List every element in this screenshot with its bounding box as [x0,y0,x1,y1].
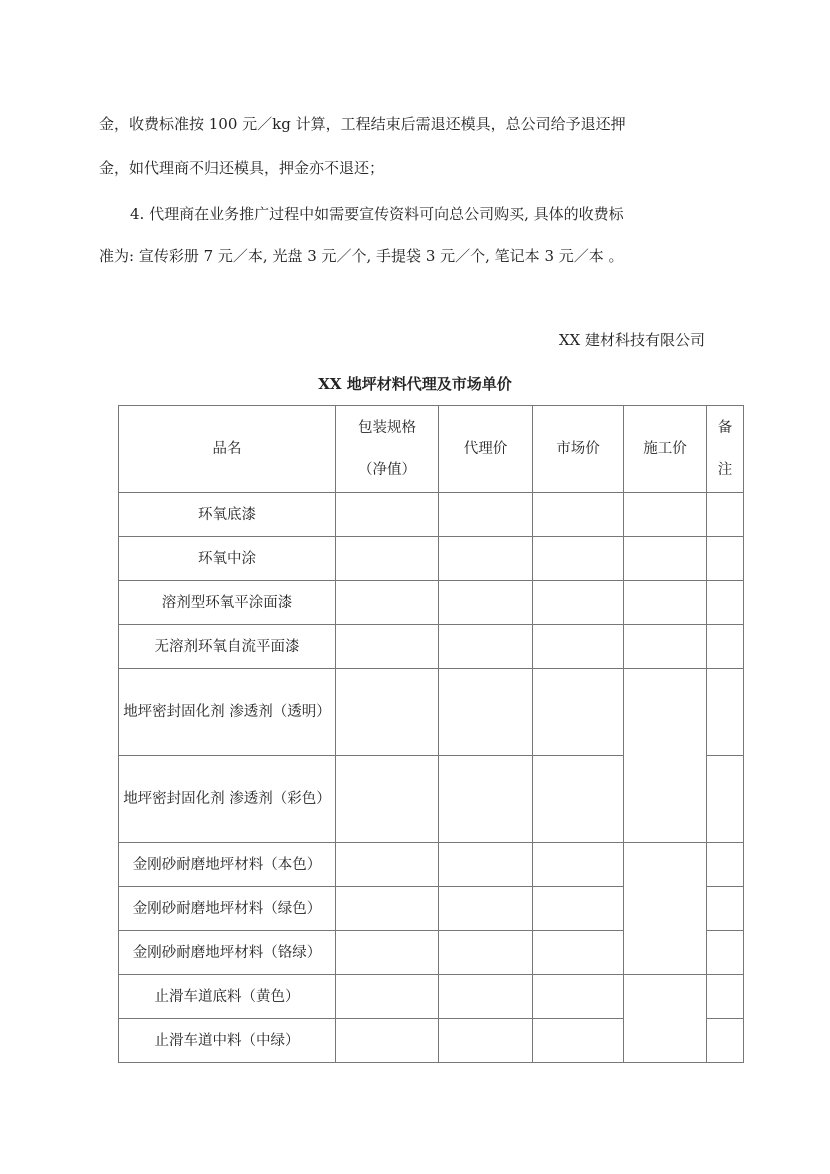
product-name: 地坪密封固化剂 渗透剂（透明） [119,669,336,756]
header-agent-price: 代理价 [439,406,533,493]
header-market-price: 市场价 [533,406,624,493]
table-row [119,843,744,887]
cell [336,887,439,931]
cell [336,581,439,625]
header-remark-line2: 注 [717,462,733,478]
cell [439,1019,533,1063]
cell [439,581,533,625]
cell [707,669,744,756]
cell [707,887,744,931]
cell [533,756,624,843]
cell [439,669,533,756]
table-title: XX 地坪材料代理及市场单价 [318,375,512,393]
product-name: 金刚砂耐磨地坪材料（本色） [119,843,336,887]
cell [533,975,624,1019]
cell [439,975,533,1019]
cell [336,1019,439,1063]
table-row [119,581,744,625]
table-row [119,537,744,581]
cell [533,843,624,887]
company-signature: XX 建材科技有限公司 [558,331,705,349]
table-row [119,625,744,669]
body-paragraph-line: 4. 代理商在业务推广过程中如需要宣传资料可向总公司购买, 具体的收费标 [130,205,624,223]
table-row [119,493,744,537]
body-paragraph-line: 金，收费标准按 100 元／kg 计算，工程结束后需退还模具，总公司给予退还押 [99,115,626,133]
product-name: 无溶剂环氧自流平面漆 [119,625,336,669]
cell [336,493,439,537]
cell [336,931,439,975]
table-row [119,669,744,756]
cell [336,843,439,887]
header-package-line2: （净值） [358,462,416,478]
cell [439,756,533,843]
cell [707,537,744,581]
cell [533,537,624,581]
product-name: 止滑车道底料（黄色） [119,975,336,1019]
cell [533,493,624,537]
merged-construction-price-cell [624,975,707,1063]
cell [707,493,744,537]
product-name: 环氧中涂 [119,537,336,581]
header-remark [707,406,744,493]
header-construction-price: 施工价 [624,406,707,493]
product-name: 环氧底漆 [119,493,336,537]
cell [439,537,533,581]
body-paragraph-line: 金，如代理商不归还模具，押金亦不退还； [99,159,385,177]
cell [707,625,744,669]
product-name: 地坪密封固化剂 渗透剂（彩色） [119,756,336,843]
cell [707,843,744,887]
product-name: 止滑车道中料（中绿） [119,1019,336,1063]
merged-construction-price-cell [624,843,707,975]
header-name: 品名 [119,406,336,493]
cell [707,975,744,1019]
cell [533,669,624,756]
cell [624,581,707,625]
cell [439,843,533,887]
product-name: 金刚砂耐磨地坪材料（绿色） [119,887,336,931]
header-remark-line1: 备 [717,420,733,436]
cell [439,931,533,975]
table-row [119,975,744,1019]
product-name: 溶剂型环氧平涂面漆 [119,581,336,625]
cell [336,975,439,1019]
cell [336,625,439,669]
cell [707,1019,744,1063]
cell [707,581,744,625]
cell [439,625,533,669]
header-package-line1: 包装规格 [358,420,416,436]
product-name: 金刚砂耐磨地坪材料（铬绿） [119,931,336,975]
cell [624,625,707,669]
cell [624,537,707,581]
header-package [336,406,439,493]
price-table [118,405,744,1063]
cell [624,493,707,537]
cell [707,756,744,843]
merged-construction-price-cell [624,669,707,843]
cell [533,887,624,931]
cell [336,669,439,756]
table-header-row [119,406,744,493]
cell [336,537,439,581]
body-paragraph-line: 准为: 宣传彩册 7 元／本, 光盘 3 元／个, 手提袋 3 元／个, 笔记本 3 元／本 。 [99,247,624,265]
cell [707,931,744,975]
cell [439,887,533,931]
cell [439,493,533,537]
cell [533,625,624,669]
cell [533,931,624,975]
cell [336,756,439,843]
cell [533,1019,624,1063]
cell [533,581,624,625]
